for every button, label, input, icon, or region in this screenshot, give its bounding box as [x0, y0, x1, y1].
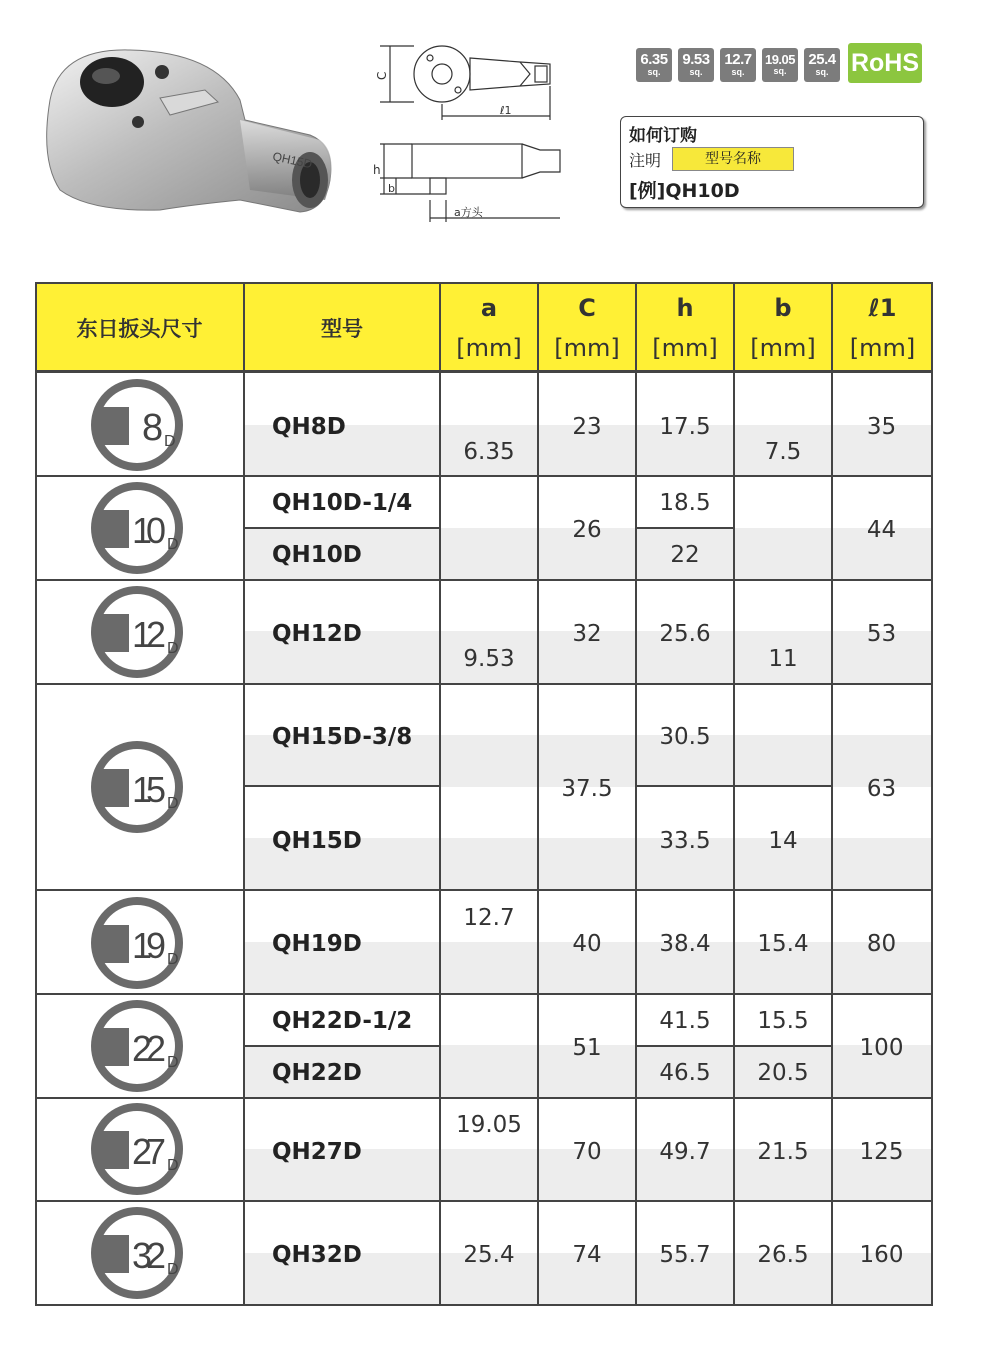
h-cell: 46.5 — [659, 1060, 711, 1086]
model-cell: QH8D — [272, 414, 346, 440]
a-cell: 12.7 — [463, 905, 515, 931]
header-a-unit: [mm] — [456, 334, 522, 362]
l1-cell: 63 — [866, 776, 897, 802]
header-model: 型号 — [321, 317, 363, 341]
c-cell: 32 — [572, 621, 602, 647]
order-example: [例]QH10D — [629, 180, 740, 202]
model-cell: QH27D — [272, 1139, 362, 1165]
h-cell: 49.7 — [659, 1139, 711, 1165]
b-cell: 11 — [768, 646, 798, 672]
header-l1: ℓ1 — [868, 294, 897, 322]
svg-text:D: D — [167, 1054, 179, 1071]
svg-text:32: 32 — [132, 1235, 166, 1276]
order-note-value: 型号名称 — [672, 147, 794, 171]
h-cell: 25.6 — [659, 621, 711, 647]
svg-text:D: D — [167, 951, 179, 968]
l1-cell: 80 — [866, 931, 897, 957]
dimension-diagram-side — [370, 132, 580, 227]
svg-text:27: 27 — [132, 1131, 166, 1172]
header-b: b — [774, 294, 792, 322]
model-cell: QH32D — [272, 1242, 362, 1268]
svg-text:10: 10 — [132, 510, 166, 551]
b-cell: 14 — [768, 828, 798, 854]
h-cell: 33.5 — [659, 828, 711, 854]
a-cell: 6.35 — [463, 439, 515, 465]
svg-text:8: 8 — [142, 407, 164, 449]
h-cell: 30.5 — [659, 724, 711, 750]
a-cell: 19.05 — [456, 1112, 522, 1138]
svg-text:22: 22 — [132, 1028, 166, 1069]
size-badge-25-4: 25.4 sq. — [804, 48, 840, 82]
l1-cell: 44 — [866, 517, 897, 543]
order-note-label: 注明 — [629, 151, 662, 170]
dim-b-label: b — [388, 182, 395, 195]
header-size: 东日扳头尺寸 — [76, 317, 203, 341]
size-icon-19d — [90, 896, 185, 991]
part-label: QH15D — [271, 149, 314, 172]
l1-cell: 125 — [859, 1139, 904, 1165]
rohs-badge: RoHS — [848, 43, 922, 83]
header-h-unit: [mm] — [652, 334, 718, 362]
header-c: C — [578, 294, 596, 322]
b-cell: 21.5 — [757, 1139, 809, 1165]
h-cell: 41.5 — [659, 1008, 711, 1034]
order-info-box — [620, 116, 924, 208]
h-cell: 55.7 — [659, 1242, 711, 1268]
model-cell: QH22D-1/2 — [272, 1008, 413, 1034]
c-cell: 40 — [572, 931, 602, 957]
h-cell: 17.5 — [659, 414, 711, 440]
model-cell: QH15D — [272, 828, 362, 854]
size-icon-10d — [90, 481, 185, 576]
b-cell: 20.5 — [757, 1060, 809, 1086]
dim-h-label: h — [373, 163, 381, 177]
svg-text:12: 12 — [132, 614, 166, 655]
dimension-diagram-top — [370, 38, 580, 128]
model-cell: QH12D — [272, 621, 362, 647]
size-badge-12-7: 12.7 sq. — [720, 48, 756, 82]
c-cell: 37.5 — [561, 776, 613, 802]
size-icon-32d — [90, 1206, 185, 1301]
size-icon-27d — [90, 1102, 185, 1197]
spec-table — [35, 282, 933, 1306]
dim-a-label: a方头 — [454, 206, 483, 219]
c-cell: 26 — [572, 517, 602, 543]
l1-cell: 100 — [859, 1035, 904, 1061]
model-cell: QH10D — [272, 542, 362, 568]
header-a: a — [480, 294, 498, 322]
svg-text:D: D — [167, 640, 179, 657]
header-b-unit: [mm] — [750, 334, 816, 362]
size-icon-22d — [90, 999, 185, 1094]
header-c-unit: [mm] — [554, 334, 620, 362]
size-badge-9-53: 9.53 sq. — [678, 48, 714, 82]
model-cell: QH10D-1/4 — [272, 490, 413, 516]
a-cell: 9.53 — [463, 646, 515, 672]
h-cell: 22 — [670, 542, 700, 568]
size-badge-6-35: 6.35 sq. — [636, 48, 672, 82]
c-cell: 23 — [572, 414, 602, 440]
svg-text:D: D — [164, 433, 176, 450]
a-cell: 25.4 — [463, 1242, 515, 1268]
svg-text:D: D — [167, 536, 179, 553]
c-cell: 51 — [572, 1035, 602, 1061]
c-cell: 70 — [572, 1139, 602, 1165]
b-cell: 15.5 — [757, 1008, 809, 1034]
size-badge-19-05: 19.05 sq. — [762, 48, 798, 82]
b-cell: 26.5 — [757, 1242, 809, 1268]
h-cell: 38.4 — [659, 931, 711, 957]
size-icon-15d — [90, 740, 185, 835]
header-l1-unit: [mm] — [849, 334, 916, 362]
model-cell: QH19D — [272, 931, 362, 957]
model-cell: QH15D-3/8 — [272, 724, 413, 750]
svg-text:19: 19 — [132, 925, 166, 966]
svg-text:15: 15 — [132, 769, 166, 810]
svg-text:D: D — [167, 795, 179, 812]
h-cell: 18.5 — [659, 490, 711, 516]
svg-text:D: D — [167, 1157, 179, 1174]
b-cell: 15.4 — [757, 931, 809, 957]
b-cell: 7.5 — [764, 439, 802, 465]
svg-text:D: D — [167, 1261, 179, 1278]
c-cell: 74 — [572, 1242, 602, 1268]
order-title: 如何订购 — [629, 126, 697, 146]
model-cell: QH22D — [272, 1060, 362, 1086]
l1-cell: 53 — [866, 621, 897, 647]
header-h: h — [676, 294, 694, 322]
size-icon-8d — [90, 378, 185, 473]
ratchet-head-photo — [40, 40, 345, 225]
dim-c-label: C — [375, 71, 389, 80]
dim-l1-label: ℓ1 — [500, 104, 512, 117]
l1-cell: 160 — [859, 1242, 904, 1268]
size-icon-12d — [90, 585, 185, 680]
l1-cell: 35 — [866, 414, 897, 440]
